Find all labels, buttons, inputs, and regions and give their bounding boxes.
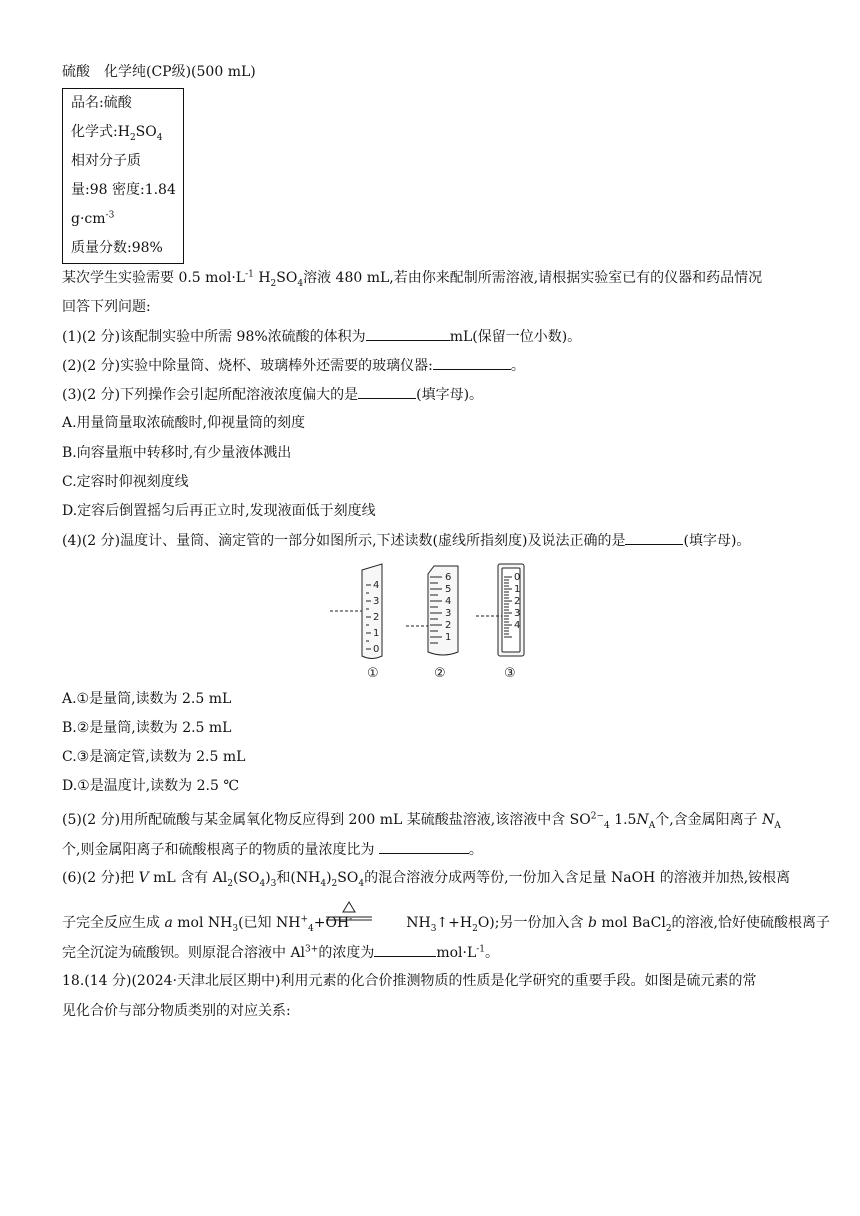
tick-label: 4 [445, 596, 452, 607]
answer-blank-1[interactable] [366, 326, 450, 341]
q4-option-a: A.①是量筒,读数为 2.5 mL [62, 691, 232, 707]
intro-line-2: 回答下列问题: [62, 299, 151, 315]
q3-option-c: C.定容时仰视刻度线 [62, 474, 189, 490]
tick-label: 4 [514, 620, 521, 631]
tick-label: 2 [445, 620, 452, 631]
answer-blank-5[interactable] [379, 839, 469, 854]
tick-label: 0 [514, 572, 521, 583]
q4-option-b: B.②是量筒,读数为 2.5 mL [62, 720, 232, 736]
instrument-figure [330, 560, 540, 682]
label-molar-mass-1: 相对分子质 [71, 153, 141, 169]
tick-label: 1 [514, 584, 521, 595]
q4-option-c: C.③是滴定管,读数为 2.5 mL [62, 749, 246, 765]
question-1: (1)(2 分)该配制实验中所需 98%浓硫酸的体积为 mL(保留一位小数)。 [62, 326, 581, 347]
question-6-line-3: 完全沉淀为硫酸钡。则原混合溶液中 $Al^{3+}$的浓度为 $mol\cdot L^{-1}$。 [62, 942, 499, 963]
question-4: (4)(2 分)温度计、量筒、滴定管的一部分如图所示,下述读数(虚线所指刻度)及说法正确的是 (填字母)。 [62, 530, 750, 551]
tick-label: 6 [445, 572, 452, 583]
reagent-header: 硫酸 化学纯(CP级)(500 mL) [62, 64, 256, 80]
q3-option-d: D.定容后倒置摇匀后再正立时,发现液面低于刻度线 [62, 503, 376, 519]
question-2: (2)(2 分)实验中除量筒、烧杯、玻璃棒外还需要的玻璃仪器: 。 [62, 355, 525, 376]
q3-option-b: B.向容量瓶中转移时,有少量液体溅出 [62, 445, 292, 461]
label-density-unit: $g\cdot cm^{-3}$ [71, 210, 115, 227]
answer-blank-6[interactable] [374, 942, 436, 957]
answer-blank-4[interactable] [625, 530, 683, 545]
question-5-line-1: (5)(2 分)用所配硫酸与某金属氧化物反应得到 200 mL 某硫酸盐溶液,该溶液中含 $SO^{2-}_4$ $1.5N_A$个,含金属阳离子 $N_A$ [62, 811, 781, 831]
tick-label: 0 [373, 644, 380, 655]
label-mass-fraction: 质量分数:98% [71, 240, 163, 256]
heat-triangle-icon [343, 902, 355, 912]
figure-caption-2: ② [434, 666, 446, 681]
question-6-line-1: (6)(2 分)把 V mL 含有 $Al_2(SO_4)_3$和$(NH_4)_2SO_4$的混合溶液分成两等份,一份加入含足量 NaOH 的溶液并加热,铵根离 [62, 870, 791, 889]
question-18-line-1: 18.(14 分)(2024·天津北辰区期中)利用元素的化合价推测物质的性质是化学研究的重要手段。如图是硫元素的常 [62, 973, 757, 989]
tick-label: 1 [373, 628, 380, 639]
tick-label: 5 [445, 584, 452, 595]
reagent-label-box [62, 88, 184, 264]
tick-label: 4 [373, 580, 380, 591]
figure-caption-1: ① [367, 666, 379, 681]
question-18-line-2: 见化合价与部分物质类别的对应关系: [62, 1003, 291, 1019]
figure-caption-3: ③ [504, 666, 516, 681]
answer-blank-3[interactable] [358, 384, 416, 399]
label-name: 品名:硫酸 [71, 95, 132, 111]
tick-label: 1 [445, 632, 452, 643]
intro-line-1: 某次学生实验需要 0.5 $mol\cdot L^{-1}$ $H_2SO_4$溶液 480 mL,若由你来配制所需溶液,请根据实验室已有的仪器和药品情况 [62, 269, 763, 289]
answer-blank-2[interactable] [433, 355, 511, 370]
tick-label: 2 [514, 596, 521, 607]
tick-label: 3 [445, 608, 452, 619]
q3-option-a: A.用量筒量取浓硫酸时,仰视量筒的刻度 [62, 415, 306, 431]
q4-option-d: D.①是温度计,读数为 2.5 ℃ [62, 778, 240, 794]
label-molar-mass-2: 量:98 密度:1.84 [71, 182, 176, 198]
question-3: (3)(2 分)下列操作会引起所配溶液浓度偏大的是 (填字母)。 [62, 384, 483, 405]
tick-label: 2 [373, 612, 380, 623]
question-5-line-2: 个,则金属阳离子和硫酸根离子的物质的量浓度比为 。 [62, 839, 483, 860]
tick-label: 3 [373, 596, 380, 607]
tick-label: 3 [514, 608, 521, 619]
label-formula: 化学式$:H_2SO_4$ [71, 124, 163, 143]
question-6-line-2: 子完全反应生成 a mol $NH_3$(已知 $NH^+_4+OH^-$ $NH_3↑+H_2O$);另一份加入含 b mol BaCl$_2$的溶液,恰好使硫酸根离子 [62, 914, 830, 934]
